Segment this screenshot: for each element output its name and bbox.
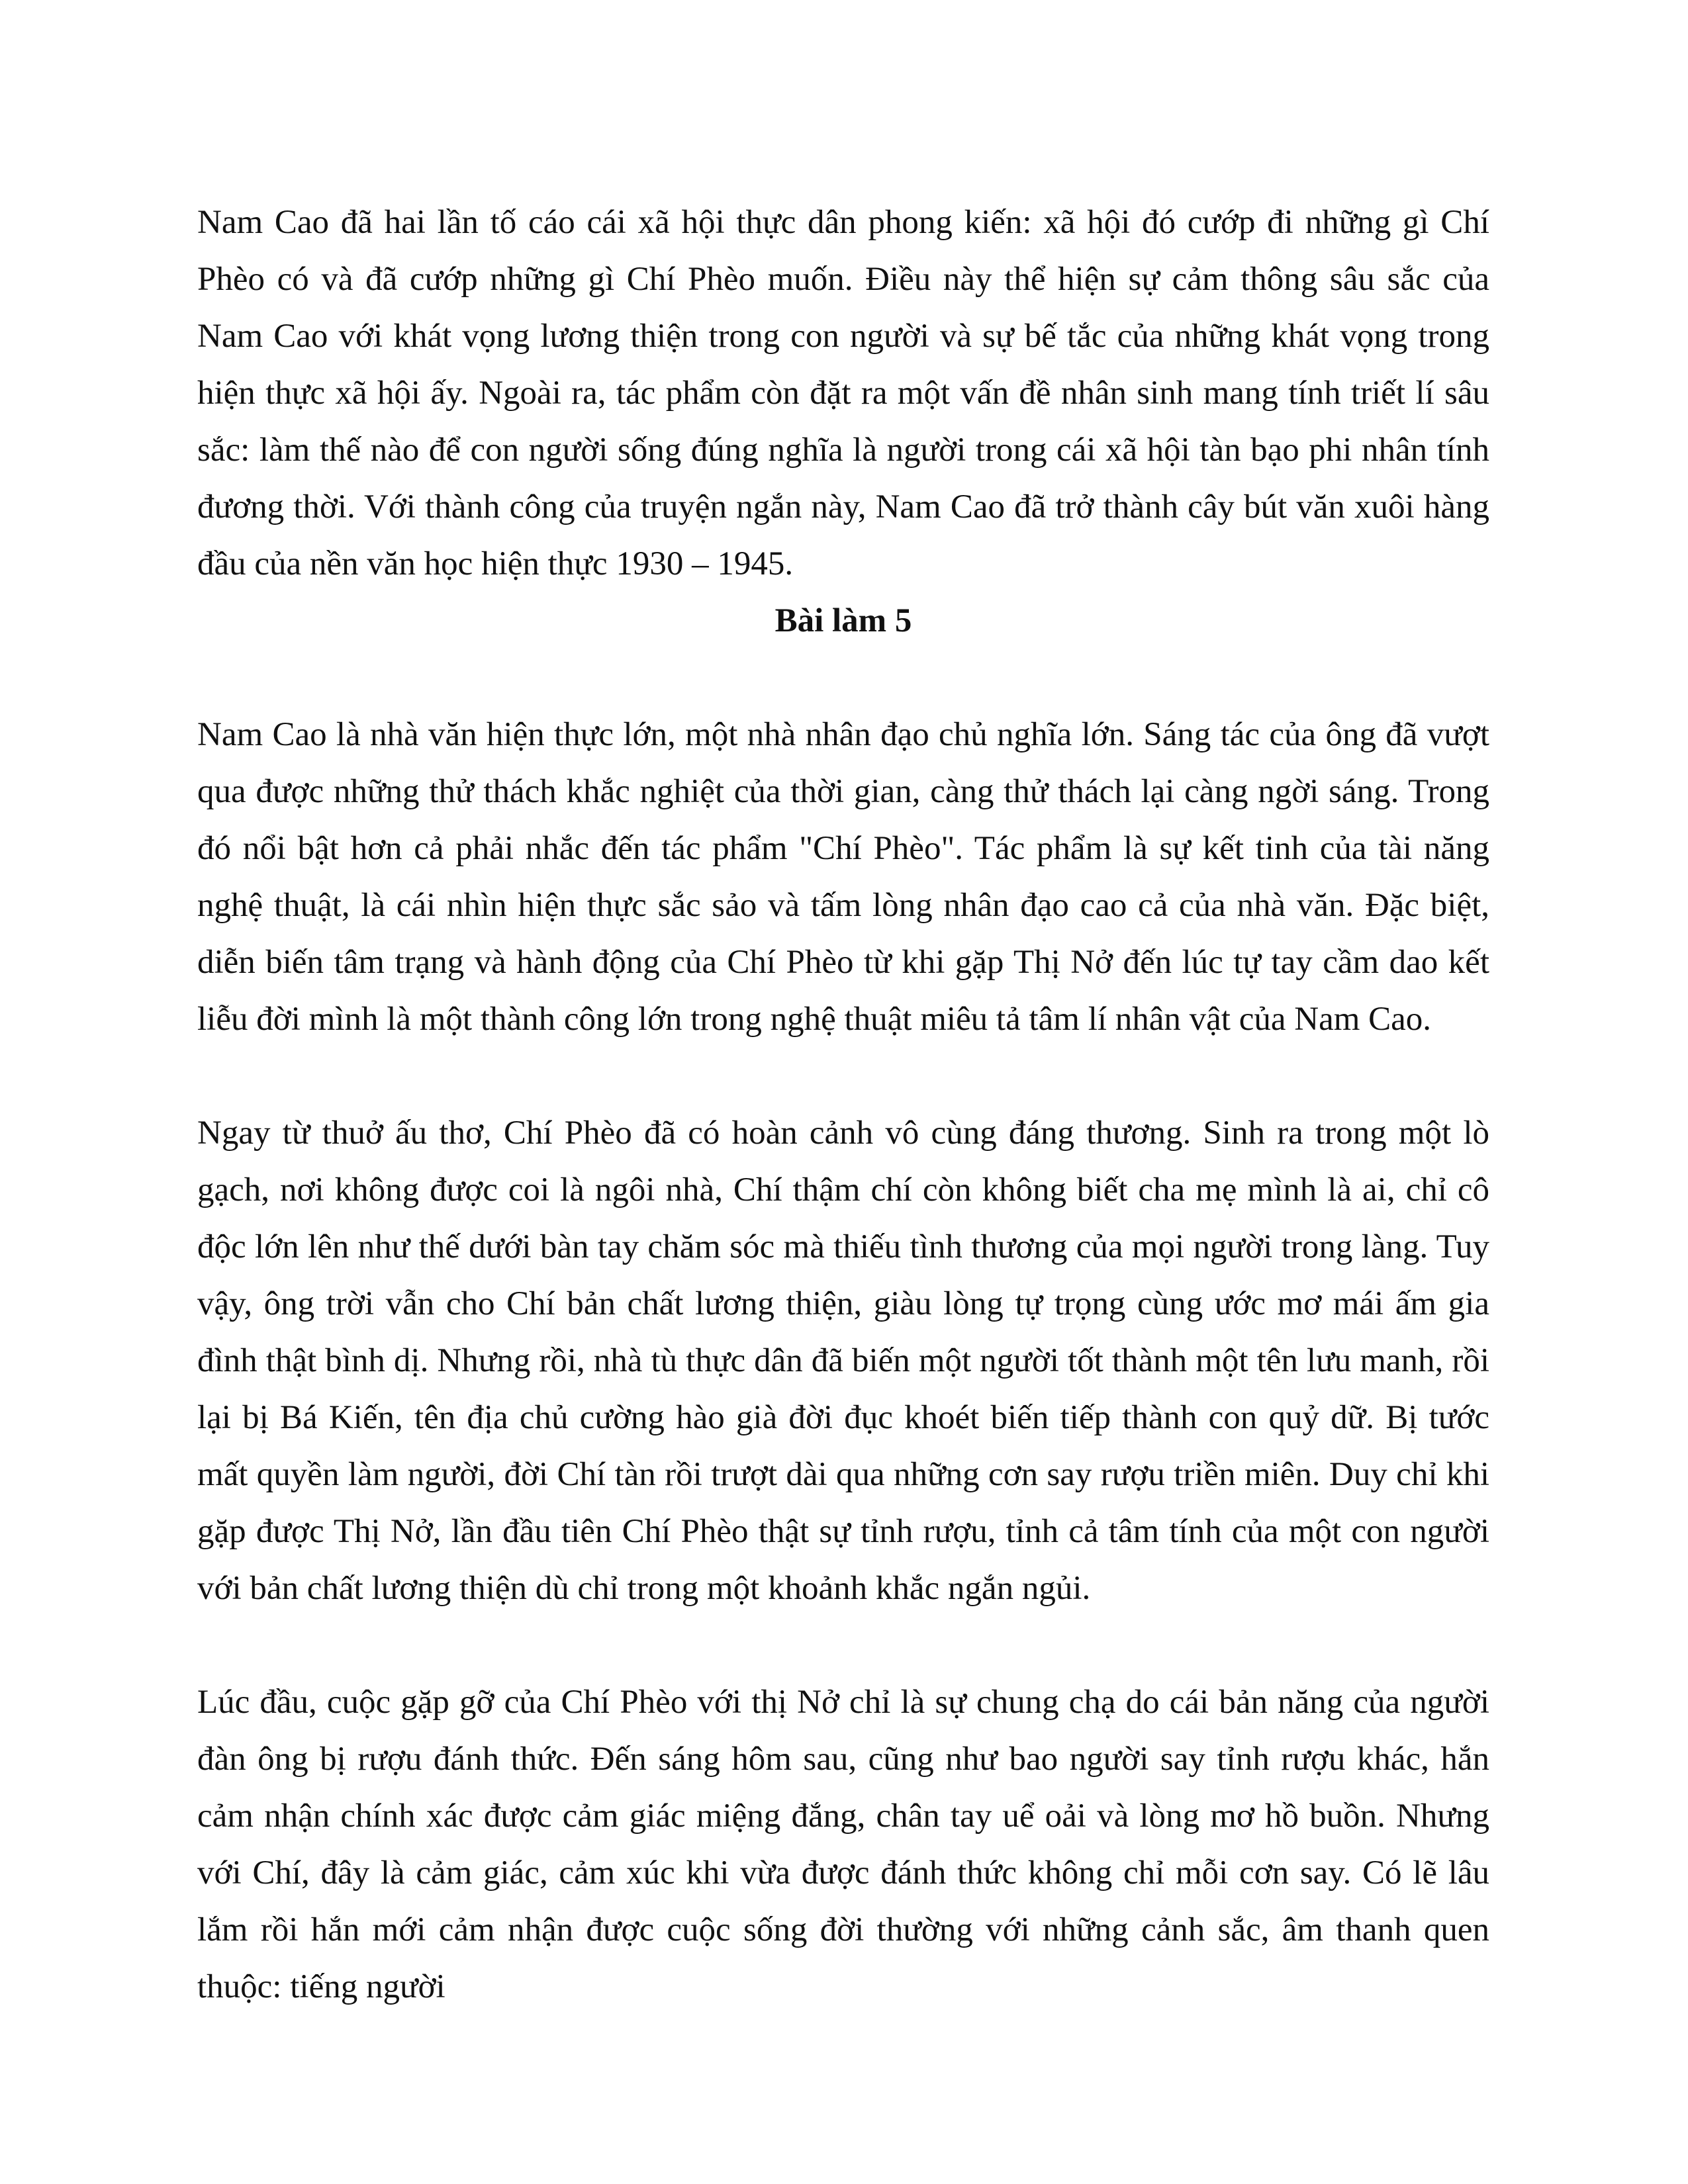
paragraph-1: Nam Cao đã hai lần tố cáo cái xã hội thực dân phong kiến: xã hội đó cướp đi những gì Chí Phèo có và đã cướp những gì Chí Phèo muốn. Điều này thể hiện sự cảm thông sâu sắc của Nam Cao với khát vọng lương thiện trong con người và sự bế tắc của những khát vọng trong hiện thực xã hội ấy. Ngoài ra, tác phẩm còn đặt ra một vấn đề nhân sinh mang tính triết lí sâu sắc: làm thế nào để con người sống đúng nghĩa là người trong cái xã hội tàn bạo phi nhân tính đương thời. Với thành công của truyện ngắn này, Nam Cao đã trở thành cây bút văn xuôi hàng đầu của nền văn học hiện thực 1930 – 1945. xyxy=(197,204,1489,582)
paragraph-4: Lúc đầu, cuộc gặp gỡ của Chí Phèo với thị Nở chỉ là sự chung chạ do cái bản năng của người đàn ông bị rượu đánh thức. Đến sáng hôm sau, cũng như bao người say tỉnh rượu khác, hắn cảm nhận chính xác được cảm giác miệng đắng, chân tay uể oải và lòng mơ hồ buồn. Nhưng với Chí, đây là cảm giác, cảm xúc khi vừa được đánh thức không chỉ mỗi cơn say. Có lẽ lâu lắm rồi hắn mới cảm nhận được cuộc sống đời thường với những cảnh sắc, âm thanh quen thuộc: tiếng người xyxy=(197,1684,1489,2005)
paragraph-2: Nam Cao là nhà văn hiện thực lớn, một nhà nhân đạo chủ nghĩa lớn. Sáng tác của ông đã vượt qua được những thử thách khắc nghiệt của thời gian, càng thử thách lại càng ngời sáng. Trong đó nổi bật hơn cả phải nhắc đến tác phẩm "Chí Phèo". Tác phẩm là sự kết tinh của tài năng nghệ thuật, là cái nhìn hiện thực sắc sảo và tấm lòng nhân đạo cao cả của nhà văn. Đặc biệt, diễn biến tâm trạng và hành động của Chí Phèo từ khi gặp Thị Nở đến lúc tự tay cầm dao kết liễu đời mình là một thành công lớn trong nghệ thuật miêu tả tâm lí nhân vật của Nam Cao. xyxy=(197,716,1489,1038)
document-body xyxy=(197,194,1489,2015)
section-heading: Bài làm 5 xyxy=(774,602,912,639)
paragraph-3: Ngay từ thuở ấu thơ, Chí Phèo đã có hoàn cảnh vô cùng đáng thương. Sinh ra trong một lò gạch, nơi không được coi là ngôi nhà, Chí thậm chí còn không biết cha mẹ mình là ai, chỉ cô độc lớn lên như thế dưới bàn tay chăm sóc mà thiếu tình thương của mọi người trong làng. Tuy vậy, ông trời vẫn cho Chí bản chất lương thiện, giàu lòng tự trọng cùng ước mơ mái ấm gia đình thật bình dị. Nhưng rồi, nhà tù thực dân đã biến một người tốt thành một tên lưu manh, rồi lại bị Bá Kiến, tên địa chủ cường hào già đời đục khoét biến tiếp thành con quỷ dữ. Bị tước mất quyền làm người, đời Chí tàn rồi trượt dài qua những cơn say rượu triền miên. Duy chỉ khi gặp được Thị Nở, lần đầu tiên Chí Phèo thật sự tỉnh rượu, tỉnh cả tâm tính của một con người với bản chất lương thiện dù chỉ trong một khoảnh khắc ngắn ngủi. xyxy=(197,1115,1489,1607)
